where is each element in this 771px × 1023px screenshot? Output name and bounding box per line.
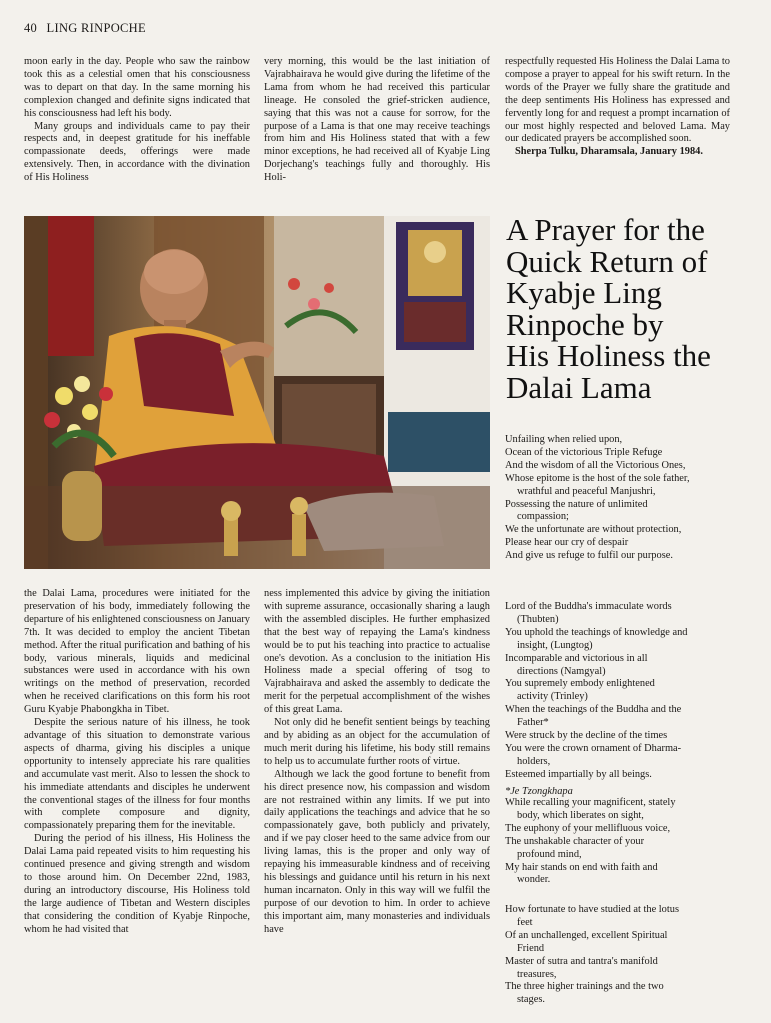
verse-line: You were the crown ornament of Dharma- — [505, 742, 682, 754]
verse-line: When the teachings of the Buddha and the — [505, 704, 682, 716]
verse-line: Ocean of the victorious Triple Refuge — [505, 446, 663, 458]
paragraph: Despite the serious nature of his illness, he took advantage of this situation to demonstrate various aspects of dharma, giving his disciples a unique opportunity to intensely appreciate his rare qualities and accumulate vast merit. Also to lessen the shock to his immediate attendants and disciples he underwent the conventional stages of the illness for four months with complete composure and dignity, compassionately preparing them for the inevitable. — [24, 717, 250, 832]
title-line: Quick Return of — [506, 243, 708, 279]
verse-line: compassion; — [517, 511, 569, 523]
verse-line: The three higher trainings and the two — [505, 981, 664, 993]
paragraph: Many groups and individuals came to pay their respects and, in deepest gratitude for his ineffable compassionate deeds, offerings were made extensively. Then, in accordance with the divination of His Holiness — [24, 120, 250, 184]
verse-line: (Thubten) — [517, 613, 559, 625]
verse-line: directions (Namgyal) — [517, 665, 606, 677]
verse-line: The unshakable character of your — [505, 835, 645, 847]
verse-1 — [505, 434, 690, 563]
verse-4 — [505, 904, 679, 1007]
verse-line: We the unfortunate are without protection, — [505, 524, 682, 536]
verse-line: Of an unchallenged, excellent Spiritual — [505, 929, 668, 941]
verse-line: profound mind, — [517, 848, 582, 860]
paragraph: During the period of his illness, His Holiness the Dalai Lama paid repeated visits to him requesting his continued presence and giving strength and wisdom to those around him. On December 22nd, 1983, during an introductory discourse, His Holiness told the large audience of Tibetan and Western disciples that considering the condition of Kyabje Rinpoche, whom he had visited that — [24, 833, 250, 935]
verse-line: feet — [517, 916, 533, 928]
paragraph: Although we lack the good fortune to benefit from his direct presence now, his compassion and wisdom are not restrained within any limits. If we put into daily applications the teachings and advice that he so compassionately gave, both publicly and privately, and if we pay closer heed to the same advice from our living lamas, this is the proper and only way of repaying his immeasurable kindness and of receiving his blessings and guidance until his return in his next human incarnaton. Only in this way will we fulfil the purpose of our devotion to him. In order to achieve this important aim, many monasteries and individuals have — [264, 768, 490, 935]
footnote: *Je Tzongkhapa — [505, 785, 573, 797]
prayer-title — [506, 214, 756, 403]
signature: Sherpa Tulku, Dharamsala, January 1984. — [515, 146, 703, 158]
verse-2 — [505, 601, 688, 799]
paragraph: ness implemented this advice by giving the initiation with supreme assurance, occasionally sharing a laugh with the assembled disciples. He further emphasized that the best way of repaying the Lama's kindness would be to put his teaching into practice to actualise one's devotion. As a conclusion to the initiation His Holiness made a special offering of tsog to Vajrabhairava and asked the assembly to dedicate the merit for the perpetual accomplishment of the wishes of this great Lama. — [264, 588, 490, 716]
paragraph: moon early in the day. People who saw the rainbow took this as a celestial omen that his consciousness was to depart on that day. In the same morning his complexion changed and definite signs indicated that his consciousness had left his body. — [24, 56, 250, 119]
verse-line: Friend — [517, 942, 545, 954]
verse-line: Esteemed impartially by all beings. — [505, 768, 652, 780]
verse-line: My hair stands on end with faith and — [505, 861, 658, 873]
bottom-column-2 — [264, 588, 490, 936]
title-line: Dalai Lama — [506, 369, 652, 405]
running-title: LING RINPOCHE — [46, 21, 146, 35]
verse-line: Please hear our cry of despair — [505, 537, 629, 549]
photo-illustration — [24, 216, 490, 569]
verse-line: stages. — [517, 994, 545, 1006]
title-line: His Holiness the — [506, 338, 711, 373]
verse-line: Master of sutra and tantra's manifold — [505, 955, 658, 967]
verse-line: How fortunate to have studied at the lotus — [505, 904, 680, 915]
verse-line: Were struck by the decline of the times — [505, 730, 668, 742]
verse-line: The euphony of your mellifluous voice, — [505, 822, 671, 834]
verse-line: And the wisdom of all the Victorious Ones, — [505, 459, 686, 471]
verse-line: Lord of the Buddha's immaculate words — [505, 601, 672, 612]
verse-line: Possessing the nature of unlimited — [505, 498, 648, 510]
verse-line: wonder. — [517, 874, 551, 886]
page-number: 40 — [24, 21, 38, 35]
verse-line: Father* — [517, 717, 549, 729]
running-header — [24, 21, 152, 36]
verse-line: activity (Trinley) — [517, 691, 588, 703]
top-column-2 — [264, 56, 490, 185]
verse-line: And give us refuge to fulfil our purpose. — [505, 550, 673, 562]
verse-line: Unfailing when relied upon, — [505, 434, 623, 445]
paragraph: the Dalai Lama, procedures were initiated for the preservation of his body, immediately following the departure of his enlightened consciousness on January 7th. It was decided to employ the ancient Tibetan method. After the ritual purification and bathing of his body, various minerals, liquids and medicinal substances were used in accordance with his own writings on the method of preservation, recorded when he received clarifications on this form his root Guru Kyabje Phabongkha in Tibet. — [24, 588, 250, 716]
paragraph: very morning, this would be the last initiation of Vajrabhairava he would give during the lifetime of the Lama from whom he had received this particular lineage. He consoled the grief-stricken audience, saying that this was not a cause for sorrow, for the purpose of a Lama is that one may receive teachings from him and His Holiness stated that with a few minor exceptions, he had received all of Kyabje Ling Dorjechang's teachings fully and thoroughly. His Holi- — [264, 56, 490, 184]
verse-line: treasures, — [517, 968, 557, 980]
verse-line: Incomparable and victorious in all — [505, 652, 648, 664]
photo-ling-rinpoche — [24, 216, 490, 569]
verse-line: You uphold the teachings of knowledge and — [505, 626, 688, 638]
paragraph: Not only did he benefit sentient beings by teaching and by abiding as an object for the accumulation of much merit during his lifetime, his body still remains to help us to accumulate further roots of virtue. — [264, 717, 490, 767]
verse-line: While recalling your magnificent, stately — [505, 797, 676, 808]
top-column-3 — [505, 56, 730, 159]
title-line: A Prayer for the — [506, 212, 705, 247]
verse-3 — [505, 797, 676, 887]
verse-line: wrathful and peaceful Manjushri, — [517, 485, 656, 497]
title-line: Rinpoche by — [506, 306, 664, 342]
paragraph: respectfully requested His Holiness the Dalai Lama to compose a prayer to appeal for his swift return. In the words of the Prayer we fully share the gratitude and the deep sentiments His Holiness has expressed and fervently long for and request a prompt incarnation of our most highly respected and beloved Lama. May our dedicated prayers be accomplished soon. — [505, 56, 730, 145]
bottom-column-1 — [24, 588, 250, 936]
verse-line: You supremely embody enlightened — [505, 678, 655, 690]
verse-line: holders, — [517, 755, 551, 767]
verse-line: body, which liberates on sight, — [517, 809, 644, 821]
top-column-1 — [24, 56, 250, 185]
title-line: Kyabje Ling — [506, 275, 662, 310]
verse-line: insight, (Lungtog) — [517, 639, 593, 651]
verse-line: Whose epitome is the host of the sole father, — [505, 472, 690, 484]
